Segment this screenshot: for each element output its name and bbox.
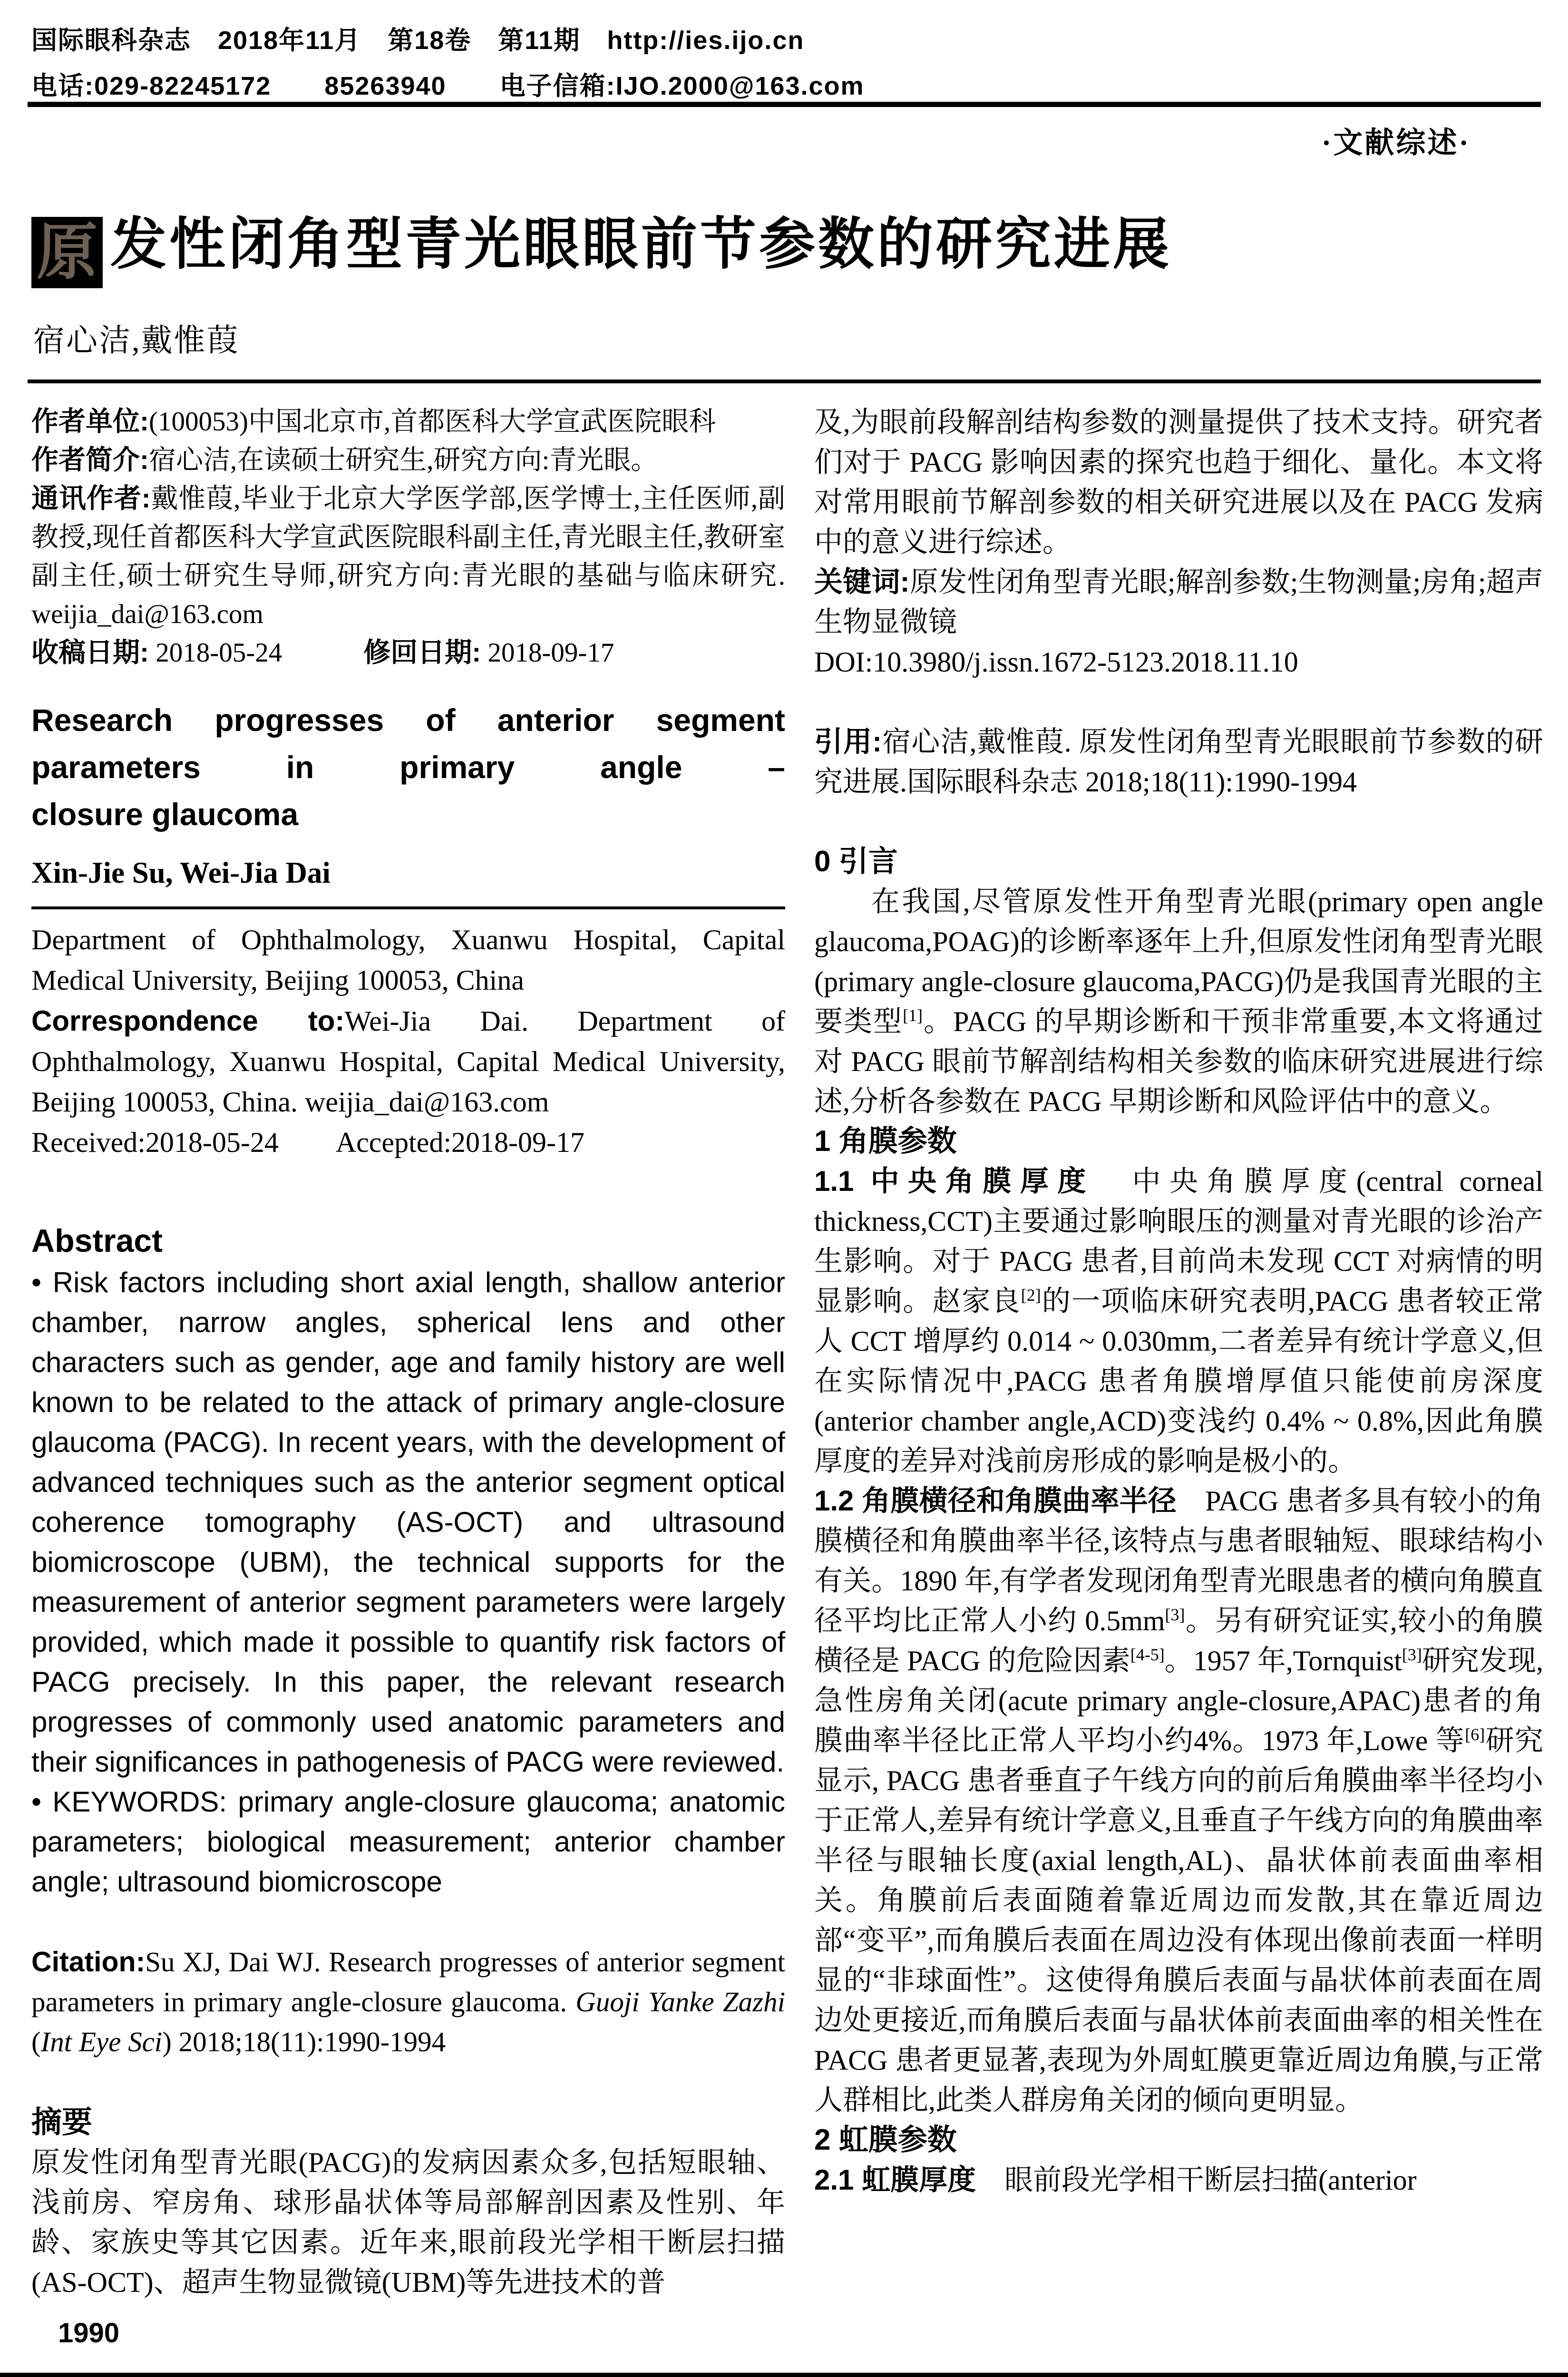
author-affiliation-cn — [31, 402, 785, 441]
english-title-line: closure glaucoma — [31, 797, 299, 832]
text-segment: 原发性闭角型青光眼;解剖参数;生物测量;房角;超声生物显微镜 — [814, 566, 1544, 638]
english-title-line: parameters in primary angle – — [31, 750, 785, 785]
page-bottom-edge-bar — [0, 2373, 1568, 2377]
section-paragraph — [814, 1161, 1543, 1481]
section-paragraph — [814, 882, 1543, 1121]
received-revised-dates-cn — [31, 633, 785, 672]
keywords-chinese — [814, 562, 1543, 642]
left-column — [31, 402, 785, 2302]
text-segment: 宿心洁,戴惟葭. 原发性闭角型青光眼眼前节参数的研究进展.国际眼科杂志 2018;18(11):1990-1994 — [814, 726, 1543, 798]
english-title-line: Research progresses of anterior segment — [31, 702, 785, 738]
received-accepted-dates: Received:2018-05-24 Accepted:2018-09-17 — [31, 1127, 584, 1158]
section-paragraph — [814, 2160, 1543, 2200]
author-bio-cn — [31, 441, 785, 479]
title-divider-rule — [28, 380, 1541, 383]
text-segment: 关键词: — [814, 566, 910, 598]
reference-superscript: [4-5] — [1130, 1645, 1165, 1664]
text-segment: 在我国,尽管原发性开角型青光眼(primary open angle glaucoma,POAG)的诊断率逐年上升,但原发性闭角型青光眼(primary angle-closure glaucoma,PACG)仍是我国青光眼的主要类型 — [814, 886, 1543, 1037]
title-text: 发性闭角型青光眼眼前节参数的研究进展 — [110, 214, 1172, 276]
abstract-heading: Abstract — [31, 1223, 163, 1259]
title-drop-cap: 原 — [31, 217, 103, 288]
keywords-english: • KEYWORDS: primary angle-closure glaucoma; anatomic parameters; biological measurement; anterior chamber angle; ultrasound biomicroscope — [31, 1786, 785, 1898]
abstract-paragraph: • Risk factors including short axial length, shallow anterior chamber, narrow angles, spherical lens and other characters such as gender, age and family history are well known to be related to the attack of primary angle-closure glaucoma (PACG). In recent years, with the development of advanced techniques such as the anterior segment optical coherence tomography (AS-OCT) and ultrasound biomicroscope (UBM), the technical supports for the measurement of anterior segment parameters were largely provided, which made it possible to quantify risk factors of PACG precisely. In this paper, the relevant research progresses of commonly used anatomic parameters and their significances in pathogenesis of PACG were reviewed. — [31, 1266, 785, 1778]
article-title — [31, 199, 1172, 288]
text-segment: PACG 患者多具有较小的角膜横径和角膜曲率半径,该特点与患者眼轴短、眼球结构小有关。1890 年,有学者发现闭角型青光眼患者的横向角膜直径平均比正常人小约 0.5mm — [814, 1485, 1543, 1637]
citation-english — [31, 1942, 785, 2062]
text-segment: 的一项临床研究表明,PACG 患者较正常人 CCT 增厚约 0.014 ~ 0.030mm,二者差异有统计学意义,但在实际情况中,PACG 患者角膜增厚值只能使前房深度(anterior chamber angle,ACD)变浅约 0.4% ~ 0.8%,因此角膜厚度的差异对浅前房形成的影响是极小的。 — [814, 1286, 1544, 1477]
text-segment: 收稿日期: — [31, 637, 149, 668]
section-heading: 0 引言 — [814, 845, 898, 878]
reference-superscript: [1] — [903, 1006, 923, 1025]
article-type-label: ·文献综述· — [1321, 127, 1471, 159]
text-segment: Su XJ, Dai WJ. Research progresses of anterior segment parameters in primary angle-closure glaucoma. — [31, 1946, 785, 2017]
reference-superscript: [3] — [1165, 1605, 1185, 1624]
authors-chinese: 宿心洁,戴惟葭 — [33, 323, 240, 358]
journal-header-line-1: 国际眼科杂志 2018年11月 第18卷 第11期 http://ies.ijo.cn — [31, 26, 805, 55]
section-paragraph — [814, 1481, 1543, 2120]
text-segment: 通讯作者: — [31, 483, 151, 514]
english-affiliation-block — [31, 920, 785, 1163]
author-info-block — [31, 402, 785, 672]
english-title — [31, 697, 785, 838]
text-segment: 作者单位: — [31, 406, 149, 437]
text-segment: 。另有研究证实,较小的角膜横径是 PACG 的危险因素 — [814, 1605, 1543, 1676]
continuation-paragraph: 及,为眼前段解剖结构参数的测量提供了技术支持。研究者们对于 PACG 影响因素的探究也趋于细化、量化。本文将对常用眼前节解剖参数的相关研究进展以及在 PACG 发病中的意义进行综述。 — [814, 407, 1543, 558]
text-segment: 。PACG 的早期诊断和干预非常重要,本文将通过对 PACG 眼前节解剖结构相关参数的临床研究进展进行综述,分析各参数在 PACG 早期诊断和风险评估中的意义。 — [814, 1006, 1543, 1117]
text-segment: 作者简介: — [31, 445, 149, 475]
text-segment: 2.1 虹膜厚度 — [814, 2164, 976, 2196]
doi-line: DOI:10.3980/j.issn.1672-5123.2018.11.10 — [814, 646, 1298, 678]
journal-header-line-2: 电话:029-82245172 85263940 电子信箱:IJO.2000@163.com — [31, 72, 865, 100]
text-segment: 。1957 年,Tornquist — [1164, 1645, 1402, 1676]
column-divider-rule — [31, 906, 785, 909]
correspondence-english — [31, 1001, 785, 1122]
two-column-body — [31, 402, 1543, 2302]
text-segment: 2018-09-17 — [481, 638, 614, 668]
article-sections — [814, 842, 1543, 2200]
text-segment: 修回日期: — [363, 637, 481, 668]
reference-superscript: [2] — [1021, 1286, 1041, 1305]
text-segment: Citation: — [31, 1946, 146, 1978]
citation-chinese — [814, 722, 1543, 802]
section-heading: 2 虹膜参数 — [814, 2124, 957, 2156]
text-segment: 中央角膜厚度(central corneal thickness,CCT)主要通过影响眼压的测量对青光眼的诊治产生影响。对于 PACG 患者,目前尚未发现 CCT 对病情的明显影响。赵家良 — [814, 1166, 1544, 1317]
text-segment: 研究显示, PACG 患者垂直子午线方向的前后角膜曲率半径均小于正常人,差异有统计学意义,且垂直子午线方向的角膜曲率半径与眼轴长度(axial length,AL)、晶状体前表面曲率相关。角膜前后表面随着靠近周边而发散,其在靠近周边部“变平”,而角膜后表面在周边没有体现出像前表面一样明显的“非球面性”。这使得角膜后表面与晶状体前表面在周边处更接近,而角膜后表面与晶状体前表面曲率的相关性在 PACG 患者更显著,表现为外周虹膜更靠近周边角膜,与正常人群相比,此类人群房角关闭的倾向更明显。 — [814, 1725, 1544, 2116]
chinese-abstract-heading: 摘要 — [31, 2105, 92, 2139]
affiliation-english: Department of Ophthalmology, Xuanwu Hospital, Capital Medical University, Beijing 100053, China — [31, 924, 785, 996]
text-segment: 眼前段光学相干断层扫描(anterior — [976, 2164, 1417, 2196]
text-segment: 研究发现,急性房角关闭(acute primary angle-closure,APAC)患者的角膜曲率半径比正常人平均小约4%。1973 年,Lowe 等 — [814, 1645, 1544, 1756]
text-segment: 宿心洁,在读硕士研究生,研究方向:青光眼。 — [148, 445, 658, 475]
text-segment: 1.1 中央角膜厚度 — [814, 1165, 1095, 1197]
right-column — [814, 402, 1543, 2302]
header-divider-rule — [28, 102, 1541, 107]
chinese-abstract-paragraph: 原发性闭角型青光眼(PACG)的发病因素众多,包括短眼轴、浅前房、窄房角、球形晶状体等局部解剖因素及性别、年龄、家族史等其它因素。近年来,眼前段光学相干断层扫描(AS-OCT)、超声生物显微镜(UBM)等先进技术的普 — [31, 2147, 785, 2298]
text-segment: 引用: — [814, 726, 882, 758]
reference-superscript: [6] — [1465, 1725, 1485, 1744]
text-segment: Guoji Yanke Zazhi — [575, 1986, 785, 2017]
text-segment: (100053)中国北京市,首都医科大学宣武医院眼科 — [148, 407, 716, 437]
text-segment: ) 2018;18(11):1990-1994 — [162, 2026, 446, 2057]
text-segment: Int Eye Sci — [40, 2026, 163, 2057]
text-segment: Correspondence to: — [31, 1005, 345, 1037]
corresponding-author-cn — [31, 479, 785, 633]
text-segment: 2018-05-24 — [148, 638, 364, 668]
authors-english: Xin-Jie Su, Wei-Jia Dai — [31, 856, 331, 889]
text-segment: ( — [31, 2026, 41, 2057]
text-segment: 戴惟葭,毕业于北京大学医学部,医学博士,主任医师,副教授,现任首都医科大学宣武医院眼科副主任,青光眼主任,教研室副主任,硕士研究生导师,研究方向:青光眼的基础与临床研究. weijia_dai@163.com — [31, 484, 786, 629]
reference-superscript: [3] — [1402, 1645, 1422, 1664]
text-segment: Wei-Jia Dai. Department of Ophthalmology, Xuanwu Hospital, Capital Medical University, Beijing 100053, China. weijia_dai@163.com — [31, 1005, 785, 1118]
section-heading: 1 角膜参数 — [814, 1125, 957, 1158]
page-number: 1990 — [58, 2318, 120, 2348]
text-segment: 1.2 角膜横径和角膜曲率半径 — [814, 1485, 1177, 1517]
